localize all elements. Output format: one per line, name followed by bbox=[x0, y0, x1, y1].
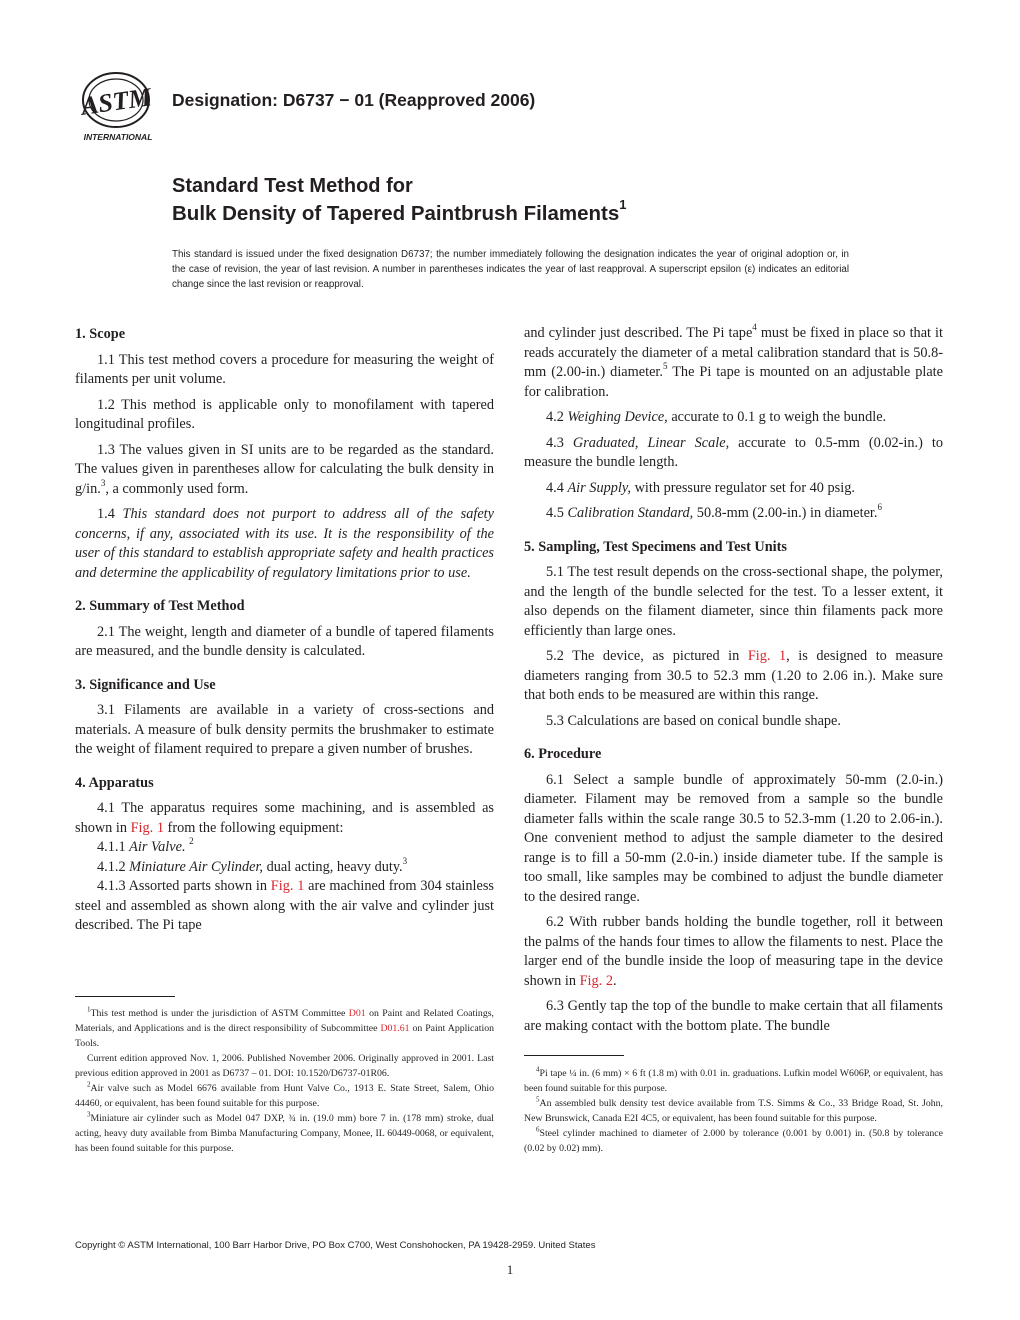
item-description: accurate to 0.5-mm (0.02-in.) to measure the bundle length. bbox=[524, 434, 944, 470]
logo-subtext: INTERNATIONAL bbox=[83, 132, 153, 142]
title-footnote-mark[interactable]: 1 bbox=[619, 197, 627, 212]
item-number: 4.5 bbox=[546, 505, 568, 521]
paragraph-4-1-3-text: 4.1.3 Assorted parts shown in bbox=[97, 878, 271, 894]
fig-1-link-2[interactable]: Fig. 1 bbox=[270, 878, 305, 894]
paragraph-5-2-text: 5.2 The device, as pictured in bbox=[546, 648, 748, 664]
right-column bbox=[524, 324, 943, 1042]
paragraph-1-3-end: , a commonly used form. bbox=[105, 480, 249, 497]
footnote-2 bbox=[75, 1081, 494, 1111]
paragraph-4-1-end: from the following equipment: bbox=[163, 819, 344, 836]
paragraph-4-1-1 bbox=[75, 838, 494, 858]
paragraph-5-2-end: , is designed to measure diameters ranging from 30.5 to 52.3 mm (1.20 to 2.06 in.). Make sure that both ends to be measured are within this range. bbox=[524, 648, 944, 703]
subcommittee-link[interactable]: D01.61 bbox=[380, 1023, 410, 1034]
paragraph-1-3 bbox=[75, 441, 494, 500]
footnote-1 bbox=[75, 1006, 494, 1051]
paragraph-4-1-3-end: The Pi tape is mounted on an adjustable plate for calibration. bbox=[524, 364, 944, 400]
footnote-ref-3b[interactable]: 3 bbox=[402, 855, 408, 866]
paragraph-6-3: 6.3 Gently tap the top of the bundle to make certain that all filaments are making contact with the bottom plate. The bundle bbox=[524, 998, 943, 1034]
item-weighing-device: Weighing Device, bbox=[567, 409, 668, 425]
footnote-mark: 5 bbox=[536, 1095, 540, 1104]
footnote-5 bbox=[524, 1096, 943, 1126]
paragraph-1-3-text: 1.3 The values given in SI units are to be regarded as the standard. The values given in parentheses allow for calculating the bulk density in g/in. bbox=[75, 441, 494, 497]
left-column bbox=[75, 324, 494, 936]
item-calibration-standard: Calibration Standard, bbox=[567, 505, 694, 521]
footnote-1-text-2: on Paint and Related Coatings, Materials, and Applications and is the direct responsibility of Subcommittee bbox=[75, 1008, 494, 1034]
footnotes-left bbox=[75, 1006, 494, 1156]
footnote-4 bbox=[524, 1066, 943, 1096]
title-text: Bulk Density of Tapered Paintbrush Filaments bbox=[172, 201, 620, 225]
paragraph-2-1: 2.1 The weight, length and diameter of a bundle of tapered filaments are measured, and the bundle density is calculated. bbox=[75, 623, 494, 659]
footnote-6 bbox=[524, 1126, 943, 1156]
section-heading-apparatus: 4. Apparatus bbox=[75, 774, 154, 791]
paragraph-4-1-2 bbox=[75, 855, 494, 878]
item-air-cylinder: Miniature Air Cylinder, bbox=[129, 858, 264, 875]
copyright-line: Copyright © ASTM International, 100 Barr Harbor Drive, PO Box C700, West Conshohocken, PA 19428-2959. United States bbox=[75, 1240, 596, 1251]
safety-caveat: This standard does not purport to address all of the safety concerns, if any, associated with its use. It is the responsibility of the user of this standard to establish appropriate safety and health practices and determine the applicability of regulatory limitations prior to use. bbox=[75, 506, 494, 581]
paragraph-4-5 bbox=[524, 504, 943, 524]
footnote-1-text: This test method is under the jurisdiction of ASTM Committee bbox=[90, 1008, 349, 1019]
item-number: 4.4 bbox=[546, 479, 568, 496]
paragraph-5-1: 5.1 The test result depends on the cross-sectional shape, the polymer, and the length of the bundle selected for the test. To a lesser extent, it also depends on the filament diameter, since thin filaments pack more efficiently than large ones. bbox=[524, 564, 943, 639]
section-heading-scope: 1. Scope bbox=[75, 326, 126, 342]
paragraph-5-2 bbox=[524, 647, 943, 706]
paragraph-1-1: 1.1 This test method covers a procedure for measuring the weight of filaments per unit volume. bbox=[75, 351, 494, 387]
footnote-5-text: An assembled bulk density test device available from T.S. Simms & Co., 33 Bridge Road, St. John, New Brunswick, Canada E2I 4C5, or equivalent, has been found suitable for this purpose. bbox=[524, 1098, 943, 1124]
paragraph-4-2 bbox=[524, 408, 943, 428]
standard-notice: This standard is issued under the fixed designation D6737; the number immediately following the designation indicates the year of original adoption or, in the case of revision, the year of last revision. A number in parentheses indicates the year of last reapproval. A superscript epsilon (ε) indicates an editorial change since the last revision or reapproval. bbox=[172, 249, 849, 290]
paragraph-4-1-text: 4.1 The apparatus requires some machining, and is assembled as shown in bbox=[75, 800, 494, 836]
logo-text: ASTM bbox=[79, 82, 154, 121]
paragraph-3-1: 3.1 Filaments are available in a variety of cross-sections and materials. A measure of bulk density permits the brushmaker to estimate the weight of filament required to prepare a given number of brushes. bbox=[75, 702, 494, 757]
item-description: 50.8-mm (2.00-in.) in diameter. bbox=[693, 505, 878, 521]
footnotes-right bbox=[524, 1066, 943, 1156]
paragraph-4-1 bbox=[75, 799, 494, 838]
footnote-ref-5[interactable]: 5 bbox=[662, 361, 668, 372]
item-number: 4.2 bbox=[546, 409, 568, 425]
item-number: 4.1.1 bbox=[97, 839, 130, 855]
paragraph-4-1-3-continued: are machined from 304 stainless steel and assembled as shown along with the air valve and cylinder just described. The Pi tape bbox=[75, 878, 494, 933]
fig-1-link[interactable]: Fig. 1 bbox=[130, 819, 164, 836]
paragraph-6-1: 6.1 Select a sample bundle of approximately 50-mm (2.0-in.) diameter. Filament may be removed from a sample so the bundle diameter falls within the scale range 30.5 to 52.3-mm (1.20 to 2.06-in.). One convenient method to adjust the sample diameter to the desired range is to fill a 50-mm (2.0-in.) inside diameter tube. If the sample is too small, like samples may be combined to adjust the bundle diameter to the desired range. bbox=[524, 771, 943, 905]
paragraph-4-1-3-cont: and cylinder just described. The Pi tape$^4$ must be fixed in place so that it reads accurately the diameter of a metal calibration standard that is 50.8-mm (2.00-in.) diameter.$^5$ The Pi tape is mounted on an adjustable plate for calibration. bbox=[524, 322, 944, 400]
footnote-1-edition: Current edition approved Nov. 1, 2006. Published November 2006. Originally approved in 2001. Last previous edition approved in 2001 as D6737 – 01. DOI: 10.1520/D6737-01R06. bbox=[75, 1053, 494, 1079]
item-air-valve: Air Valve. bbox=[129, 839, 186, 855]
footnote-4-text: Pi tape ¼ in. (6 mm) × 6 ft (1.8 m) with 0.01 in. graduations. Lufkin model W606P, or equivalent, has been found suitable for this purpose. bbox=[524, 1068, 943, 1094]
footnote-mark: 4 bbox=[536, 1065, 540, 1074]
committee-link[interactable]: D01 bbox=[348, 1008, 366, 1019]
section-heading-sampling: 5. Sampling, Test Specimens and Test Units bbox=[524, 538, 787, 555]
footnote-1-text-3: on Paint Application Tools. bbox=[75, 1023, 494, 1049]
item-linear-scale: Graduated, Linear Scale, bbox=[572, 434, 730, 451]
item-number: 4.1.2 bbox=[97, 858, 130, 875]
paragraph-4-4 bbox=[524, 479, 943, 499]
astm-logo bbox=[74, 70, 162, 144]
footnote-mark: 2 bbox=[87, 1080, 91, 1089]
section-heading-procedure: 6. Procedure bbox=[524, 746, 602, 762]
paragraph-1-4-num: 1.4 bbox=[97, 506, 123, 522]
paragraph-4-1-3 bbox=[75, 877, 494, 936]
footnote-ref-6[interactable]: 6 bbox=[877, 502, 882, 513]
paragraph-4-3 bbox=[524, 434, 943, 473]
paragraph-6-2 bbox=[524, 913, 943, 991]
footnote-mark: 3 bbox=[87, 1110, 91, 1119]
footnote-2-text: Air valve such as Model 6676 available from Hunt Valve Co., 1913 E. State Street, Salem, Ohio 44460, or equivalent, has been found suitable for this purpose. bbox=[75, 1083, 494, 1109]
footnote-3-text: Miniature air cylinder such as Model 047 DXP, ¾ in. (19.0 mm) bore 7 in. (178 mm) stroke, dual acting, heavy duty available from Bimba Manufacturing Company, Monee, IL 60449-0068, or equivalent, has been found suitable for this purpose. bbox=[75, 1113, 494, 1154]
section-heading-significance: 3. Significance and Use bbox=[75, 676, 216, 693]
title-line-1: Standard Test Method for bbox=[172, 175, 413, 197]
item-air-supply: Air Supply, bbox=[567, 479, 631, 496]
footnote-ref-2[interactable]: 2 bbox=[189, 836, 194, 847]
fig-2-link[interactable]: Fig. 2 bbox=[579, 972, 613, 989]
title-line-2 bbox=[172, 197, 627, 226]
item-description: accurate to 0.1 g to weigh the bundle. bbox=[667, 409, 887, 425]
item-description: with pressure regulator set for 40 psig. bbox=[631, 479, 855, 496]
paragraph-6-2-end: . bbox=[612, 972, 617, 989]
item-number: 4.3 bbox=[546, 434, 573, 451]
paragraph-6-2-text: 6.2 With rubber bands holding the bundle together, roll it between the palms of the hands four times to allow the filaments to nest. Place the larger end of the bundle inside the loop of measuring tape in the device shown in bbox=[524, 914, 943, 989]
footnote-ref-3[interactable]: 3 bbox=[100, 477, 106, 488]
footnote-rule-right bbox=[524, 1055, 624, 1056]
footnote-3 bbox=[75, 1111, 494, 1156]
footnote-mark: 6 bbox=[536, 1125, 540, 1134]
footnote-rule-left bbox=[75, 996, 175, 997]
footnote-mark: 1 bbox=[87, 1005, 91, 1014]
paragraph-1-2: 1.2 This method is applicable only to monofilament with tapered longitudinal profiles. bbox=[75, 396, 494, 432]
paragraph-1-4 bbox=[75, 505, 494, 583]
designation: Designation: D6737 − 01 (Reapproved 2006) bbox=[172, 90, 536, 110]
section-heading-summary: 2. Summary of Test Method bbox=[75, 598, 245, 614]
page-number: 1 bbox=[506, 1262, 514, 1277]
item-description: dual acting, heavy duty. bbox=[263, 858, 403, 875]
paragraph-5-3: 5.3 Calculations are based on conical bundle shape. bbox=[546, 712, 841, 729]
fig-1-link-3[interactable]: Fig. 1 bbox=[747, 648, 787, 664]
footnote-6-text: Steel cylinder machined to diameter of 2.000 by tolerance (0.001 by 0.001) in. (50.8 by tolerance (0.02 by 0.02) mm). bbox=[524, 1128, 943, 1154]
footnote-ref-4[interactable]: 4 bbox=[752, 322, 757, 333]
